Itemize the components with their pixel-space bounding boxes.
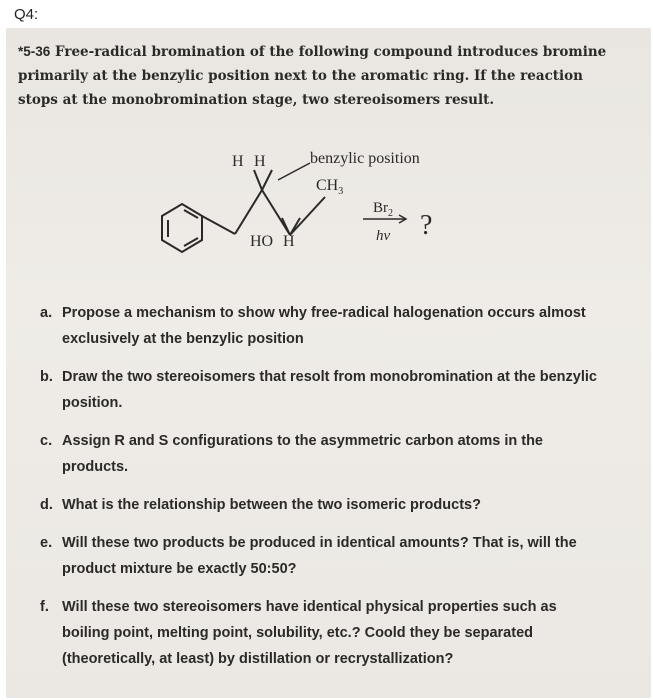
reagent-label: $Br_2$	[373, 200, 393, 219]
list-item: c. Assign R and S configurations to the asymmetric carbon atoms in the products.	[40, 433, 543, 475]
h-label-left: H	[232, 153, 244, 170]
problem-statement	[18, 40, 608, 112]
methyl-label: $CH_3$	[316, 177, 344, 197]
benzylic-position-label: benzylic position	[310, 150, 420, 167]
carbon-chain	[202, 163, 406, 235]
reaction-diagram	[150, 142, 480, 262]
problem-number: *5-36	[18, 44, 51, 59]
product-unknown: ?	[420, 210, 433, 241]
problem-text: Free-radical bromination of the following compound introduces bromine primarily at the benzylic position next to the aromatic ring. If the reaction stops at the monobromination stage, two stereoisomers result.	[18, 44, 607, 108]
list-item: f. Will these two stereoisomers have identical physical properties such as boiling point, melting point, solubility, etc.? Coold they be separated (theoretically, at least) by distillation or recrystallization?	[40, 599, 557, 667]
benzene-ring	[162, 204, 202, 252]
h-label-right: H	[254, 153, 266, 170]
condition-label: hν	[376, 228, 391, 244]
list-item: d. What is the relationship between the two isomeric products?	[40, 497, 481, 513]
list-item: a. Propose a mechanism to show why free-radical halogenation occurs almost exclusively at the benzylic position	[40, 305, 586, 347]
question-list	[40, 300, 600, 672]
hydroxyl-label: HO	[250, 233, 274, 250]
h-label-bottom: H	[283, 233, 295, 250]
list-item: b. Draw the two stereoisomers that resolt from monobromination at the benzylic position.	[40, 369, 597, 411]
list-item: e. Will these two products be produced in identical amounts? That is, will the product mixture be exactly 50:50?	[40, 535, 577, 577]
question-label: Q4:	[14, 6, 39, 23]
